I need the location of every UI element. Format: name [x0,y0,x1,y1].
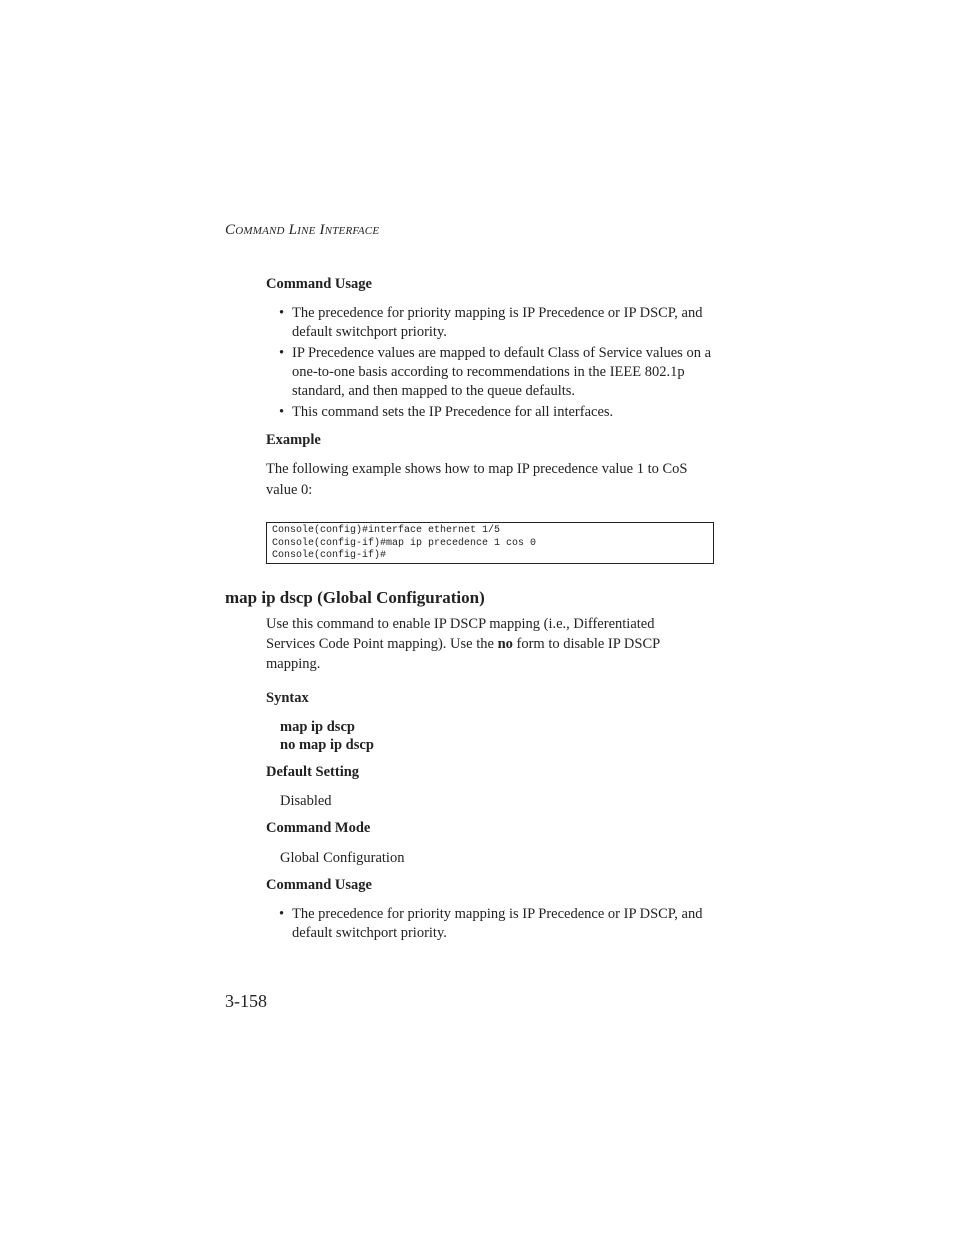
list-item: • The precedence for priority mapping is IP Precedence or IP DSCP, and default switchport priority. [279,906,703,941]
running-header [225,222,379,239]
list-item: • The precedence for priority mapping is IP Precedence or IP DSCP, and default switchport priority. [279,305,703,340]
running-header-part-2: LINE [288,222,316,238]
code-line: Console(config-if)# [272,550,387,561]
running-header-part-3: INTERFACE [319,222,380,238]
list-item: • IP Precedence values are mapped to default Class of Service values on a one-to-one basis according to recommendations in the IEEE 802.1p standard, and then mapped to the queue defaults. [279,345,711,399]
default-setting-heading: Default Setting [266,764,360,780]
default-setting-value: Disabled [280,793,332,809]
running-header-part-1: COMMAND [225,222,285,238]
command-usage-heading-2: Command Usage [266,877,372,893]
code-line: Console(config)#interface ethernet 1/5 [272,525,501,536]
command-usage-list [266,304,726,424]
syntax-heading: Syntax [266,690,309,706]
bullet-icon: • [279,345,285,361]
code-line: Console(config-if)#map ip precedence 1 cos 0 [272,537,537,549]
list-item: • This command sets the IP Precedence for all interfaces. [279,404,614,420]
section-title: map ip dscp (Global Configuration) [225,588,485,607]
bullet-icon: • [279,404,285,420]
syntax-block [280,718,374,754]
page-number: 3-158 [225,991,267,1011]
command-usage-heading: Command Usage [266,276,372,292]
bullet-icon: • [279,906,285,922]
example-text: The following example shows how to map IP precedence value 1 to CoS value 0: [266,461,688,498]
command-mode-heading: Command Mode [266,820,371,836]
syntax-line: no map ip dscp [280,737,374,753]
syntax-line: map ip dscp [280,719,355,735]
command-mode-value: Global Configuration [280,850,405,866]
example-heading: Example [266,432,321,448]
command-usage-list-2 [266,905,726,945]
bullet-icon: • [279,305,285,321]
code-example [266,522,714,564]
section-intro: Use this command to enable IP DSCP mapping (i.e., Differentiated Services Code Point mapping). Use the no form to disable IP DSCP mapping. [266,616,660,672]
